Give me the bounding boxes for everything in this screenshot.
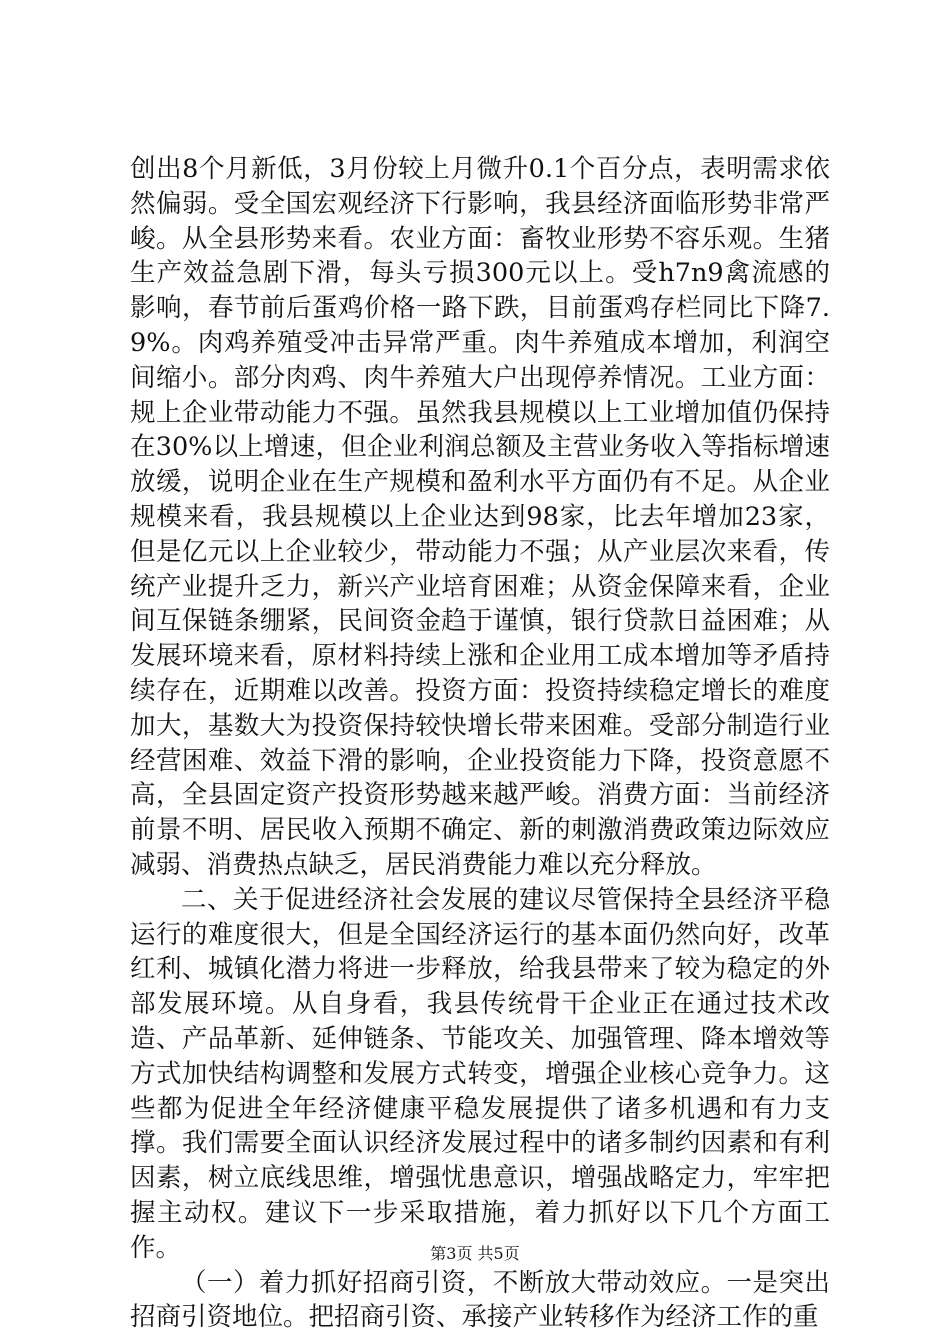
page-footer: [0, 1244, 950, 1264]
paragraph-investment-attraction: （一）着力抓好招商引资，不断放大带动效应。一是突出招商引资地位。把招商引资、承接产业转移作为经济工作的重: [130, 1267, 830, 1333]
document-body: [130, 152, 830, 1335]
paragraph-development-suggestions: 二、关于促进经济社会发展的建议尽管保持全县经济平稳运行的难度很大，但是全国经济运行的基本面仍然向好，改革红利、城镇化潜力将进一步释放，给我县带来了较为稳定的外部发展环境。从自身看，我县传统骨干企业正在通过技术改造、产品革新、延伸链条、节能攻关、加强管理、降本增效等方式加快结构调整和发展方式转变，增强企业核心竞争力。这些都为促进全年经济健康平稳发展提供了诸多机遇和有力支撑。我们需要全面认识经济发展过程中的诸多制约因素和有利因素，树立底线思维，增强忧患意识，增强战略定力，牢牢把握主动权。建议下一步采取措施，着力抓好以下几个方面工作。: [130, 884, 830, 1263]
page-number-label: 第3页 共5页: [430, 1244, 520, 1263]
paragraph-economic-situation: 创出8个月新低，3月份较上月微升0.1个百分点，表明需求依然偏弱。受全国宏观经济下行影响，我县经济面临形势非常严峻。从全县形势来看。农业方面：畜牧业形势不容乐观。生猪生产效益急剧下滑，每头亏损300元以上。受h7n9禽流感的影响，春节前后蛋鸡价格一路下跌，目前蛋鸡存栏同比下降7.9%。肉鸡养殖受冲击异常严重。肉牛养殖成本增加，利润空间缩小。部分肉鸡、肉牛养殖大户出现停养情况。工业方面：规上企业带动能力不强。虽然我县规模以上工业增加值仍保持在30%以上增速，但企业利润总额及主营业务收入等指标增速放缓，说明企业在生产规模和盈利水平方面仍有不足。从企业规模来看，我县规模以上企业达到98家，比去年增加23家，但是亿元以上企业较少，带动能力不强；从产业层次来看，传统产业提升乏力，新兴产业培育困难；从资金保障来看，企业间互保链条绷紧，民间资金趋于谨慎，银行贷款日益困难；从发展环境来看，原材料持续上涨和企业用工成本增加等矛盾持续存在，近期难以改善。投资方面：投资持续稳定增长的难度加大，基数大为投资保持较快增长带来困难。受部分制造行业经营困难、效益下滑的影响，企业投资能力下降，投资意愿不高，全县固定资产投资形势越来越严峻。消费方面：当前经济前景不明、居民收入预期不确定、新的刺激消费政策边际效应减弱、消费热点缺乏，居民消费能力难以充分释放。: [130, 154, 830, 880]
